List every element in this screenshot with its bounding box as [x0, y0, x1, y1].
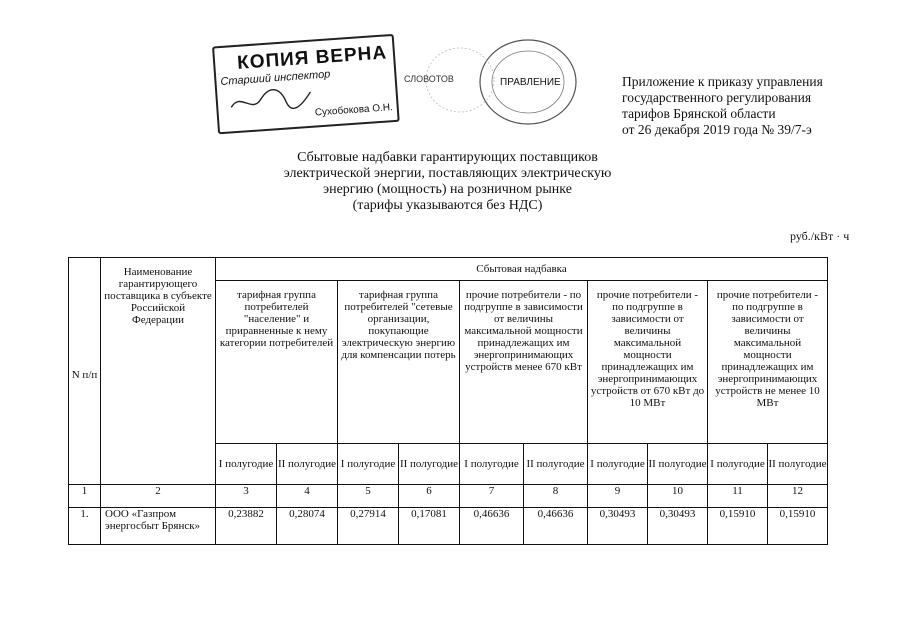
- title-line-2: электрической энергии, поставляющих электрическую: [283, 166, 612, 181]
- half-year-1: I полугодие: [588, 444, 648, 485]
- value-cell: 0,27914: [338, 508, 399, 545]
- half-year-2: II полугодие: [768, 444, 828, 485]
- group-header-over-10mw: прочие потребители - по подгруппе в зависимости от величины максимальной мощности принадлежащих им энергопринимающих устройств не менее 10 МВт: [708, 281, 828, 444]
- header-surcharge: Сбытовая надбавка: [216, 258, 828, 281]
- half-year-2: II полугодие: [399, 444, 460, 485]
- copy-true-stamp: [212, 34, 403, 139]
- seal-side-text: СЛОВОТОВ: [404, 74, 454, 84]
- official-seal: [400, 36, 580, 126]
- appendix-note: [622, 74, 823, 138]
- column-number: 12: [768, 485, 828, 508]
- group-header-population: тарифная группа потребителей "население" и приравненные к нему категории потребителей: [216, 281, 338, 444]
- stamp-position: Старший инспектор: [220, 68, 331, 89]
- column-number: 10: [648, 485, 708, 508]
- seal-text: ПРАВЛЕНИЕ: [500, 77, 561, 88]
- unit-label: руб./кВт · ч: [790, 229, 850, 243]
- appendix-line-4: от 26 декабря 2019 года № 39/7-э: [622, 122, 812, 137]
- half-year-2: II полугодие: [648, 444, 708, 485]
- column-numbers-row: [69, 485, 828, 508]
- stamp-name: Сухобокова О.Н.: [314, 102, 394, 119]
- group-header-under-670kw: прочие потребители - по подгруппе в зависимости от величины максимальной мощности принадлежащих им энергопринимающих устройств менее 670 кВт: [460, 281, 588, 444]
- header-num: N п/п: [69, 258, 101, 485]
- value-cell: 0,23882: [216, 508, 277, 545]
- row-number: 1.: [69, 508, 101, 545]
- appendix-line-2: государственного регулирования: [622, 90, 812, 105]
- half-year-1: I полугодие: [338, 444, 399, 485]
- appendix-line-1: Приложение к приказу управления: [622, 74, 823, 89]
- signature-icon: [225, 81, 317, 117]
- column-number: 4: [277, 485, 338, 508]
- value-cell: 0,30493: [588, 508, 648, 545]
- column-number: 3: [216, 485, 277, 508]
- half-year-1: I полугодие: [460, 444, 524, 485]
- value-cell: 0,46636: [524, 508, 588, 545]
- column-number: 11: [708, 485, 768, 508]
- appendix-line-3: тарифов Брянской области: [622, 106, 776, 121]
- value-cell: 0,30493: [648, 508, 708, 545]
- half-year-1: I полугодие: [708, 444, 768, 485]
- column-number: 1: [69, 485, 101, 508]
- value-cell: 0,15910: [768, 508, 828, 545]
- title-line-4: (тарифы указываются без НДС): [352, 198, 543, 213]
- group-header-network-orgs: тарифная группа потребителей "сетевые организации, покупающие электрическую энергию для компенсации потерь: [338, 281, 460, 444]
- half-year-2: II полугодие: [277, 444, 338, 485]
- document-title: [250, 150, 645, 214]
- column-number: 6: [399, 485, 460, 508]
- value-cell: 0,46636: [460, 508, 524, 545]
- value-cell: 0,15910: [708, 508, 768, 545]
- table-row: [69, 508, 828, 545]
- stamp-title: КОПИЯ ВЕРНА: [236, 42, 388, 74]
- column-number: 7: [460, 485, 524, 508]
- group-header-670kw-10mw: прочие потребители - по подгруппе в зависимости от величины максимальной мощности принадлежащих им энергопринимающих устройств от 670 кВт до 10 МВт: [588, 281, 708, 444]
- value-cell: 0,17081: [399, 508, 460, 545]
- column-number: 8: [524, 485, 588, 508]
- title-line-3: энергию (мощность) на розничном рынке: [323, 182, 572, 197]
- supplier-name: ООО «Газпром энергосбыт Брянск»: [101, 508, 216, 545]
- half-year-1: I полугодие: [216, 444, 277, 485]
- column-number: 9: [588, 485, 648, 508]
- value-cell: 0,28074: [277, 508, 338, 545]
- title-line-1: Сбытовые надбавки гарантирующих поставщиков: [297, 150, 598, 165]
- surcharge-table: [68, 257, 828, 545]
- half-year-2: II полугодие: [524, 444, 588, 485]
- column-number: 2: [101, 485, 216, 508]
- header-supplier-name: Наименование гарантирующего поставщика в субъекте Российской Федерации: [101, 258, 216, 485]
- column-number: 5: [338, 485, 399, 508]
